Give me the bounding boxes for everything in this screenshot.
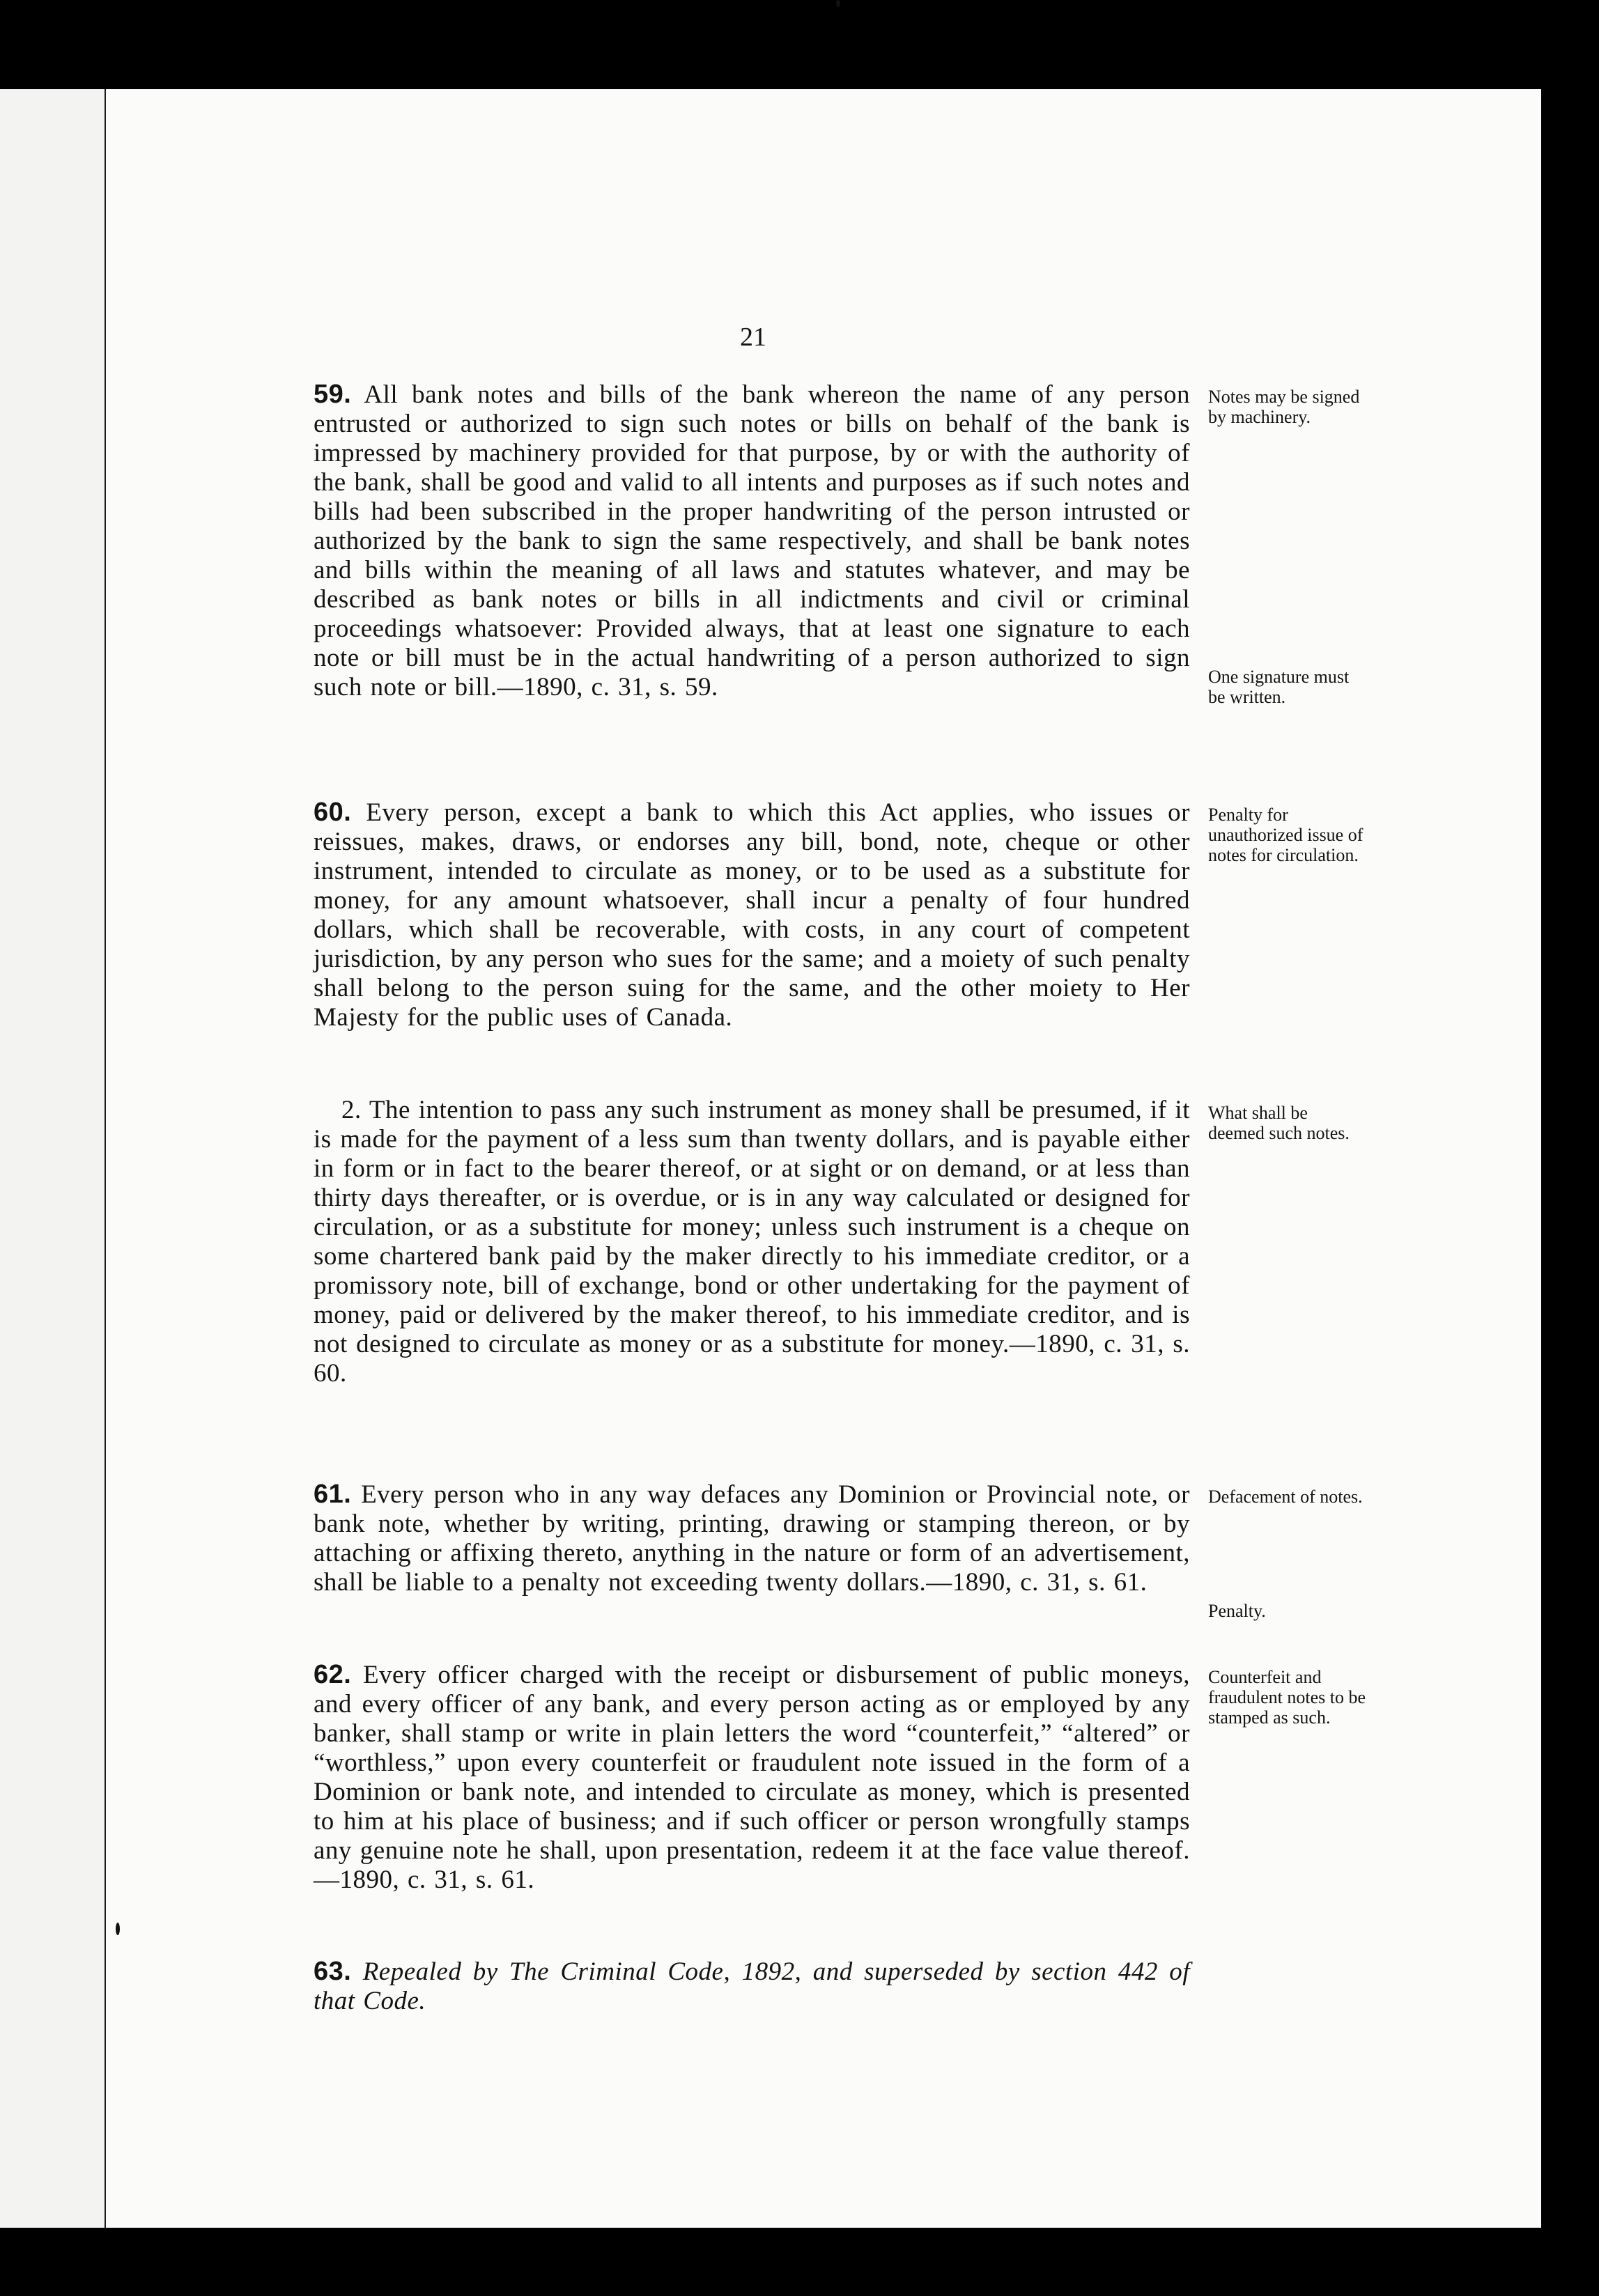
margin-note: Defacement of notes. (1208, 1487, 1363, 1507)
section-number: 63. (314, 1957, 352, 1986)
section-text: All bank notes and bills of the bank whereon the name of any person entrusted or authorized to sign such notes or bills on behalf of the bank is impressed by machinery provided for that purpose, by or with the authority of the bank, shall be good and valid to all intents and purposes as if such notes and bills had been subscribed in the proper handwriting of the person intrusted or authorized by the bank to sign the same respectively, and shall be bank notes and bills within the meaning of all laws and statutes whatever, and may be described as bank notes or bills in all indictments and civil or criminal proceedings whatsoever: Provided always, that at least one signature to each note or bill must be in the actual handwriting of a person authorized to sign such note or bill.—1890, c. 31, s. 59. (314, 380, 1190, 701)
scan-speck (836, 0, 840, 7)
section-60 (314, 798, 1190, 1032)
margin-note: Counterfeit and fraudulent notes to be stamped as such. (1208, 1667, 1366, 1728)
scan-speck (116, 1923, 120, 1935)
margin-note: One signature must be written. (1208, 667, 1350, 707)
section-text: Every person, except a bank to which this Act applies, who issues or reissues, makes, draws, or endorses any bill, bond, note, cheque or other instrument, intended to circulate as money, or to be used as a substitute for money, for any amount whatsoever, shall incur a penalty of four hundred dollars, which shall be recoverable, with costs, in any court of competent jurisdiction, by any person who sues for the same; and a moiety of such penalty shall belong to the person suing for the same, and the other moiety to Her Majesty for the public uses of Canada. (314, 798, 1191, 1032)
margin-note: Penalty. (1208, 1601, 1266, 1621)
section-59 (314, 380, 1190, 702)
section-number: 59. (314, 380, 352, 409)
section-number: 60. (314, 798, 352, 827)
section-text: Every person who in any way defaces any Dominion or Provincial note, or bank note, whether by writing, printing, drawing or stamping thereon, or by attaching or affixing thereto, anything in the nature or form of an advertisement, shall be liable to a penalty not exceeding twenty dollars.—1890, c. 31, s. 61. (314, 1480, 1190, 1597)
section-number: 62. (314, 1660, 352, 1689)
section-63 (314, 1957, 1190, 2016)
section-text: Every officer charged with the receipt or disbursement of public moneys, and every officer of any bank, and every person acting as or employed by any banker, shall stamp or write in plain letters the word “counterfeit,” “altered” or “worthless,” upon every counterfeit or fraudulent note issued in the form of a Dominion or bank note, and intended to circulate as money, which is presented to him at his place of business; and if such officer or person wrongfully stamps any genuine note he shall, upon presentation, redeem it at the face value thereof.—1890, c. 31, s. 61. (314, 1661, 1191, 1894)
margin-note: Penalty for unauthorized issue of notes for circulation. (1208, 805, 1364, 865)
margin-note: Notes may be signed by machinery. (1208, 387, 1360, 427)
page-number: 21 (740, 323, 766, 352)
section-text: Repealed by The Criminal Code, 1892, and superseded by section 442 of that Code. (314, 1957, 1191, 2015)
section-62 (314, 1660, 1190, 1895)
section-61 (314, 1480, 1190, 1597)
subsection-text: The intention to pass any such instrument as money shall be presumed, if it is made for the payment of a less sum than twenty dollars, and is payable either in form or in fact to the bearer thereof, or at sight or on demand, or at less than thirty days thereafter, or is overdue, or is in any way calculated or designed for circulation, or as a substitute for money; unless such instrument is a cheque on some chartered bank paid by the maker directly to his immediate creditor, or a promissory note, bill of exchange, bond or other undertaking for the payment of money, paid or delivered by the maker thereof, to his immediate creditor, and is not designed to circulate as money or as a substitute for money.—1890, c. 31, s. 60. (314, 1096, 1190, 1388)
margin-note: What shall be deemed such notes. (1208, 1103, 1350, 1143)
adjacent-page-edge (0, 89, 109, 2228)
subsection-number: 2. (341, 1096, 362, 1124)
section-number: 61. (314, 1480, 352, 1509)
section-60-subsection-2 (314, 1096, 1190, 1388)
